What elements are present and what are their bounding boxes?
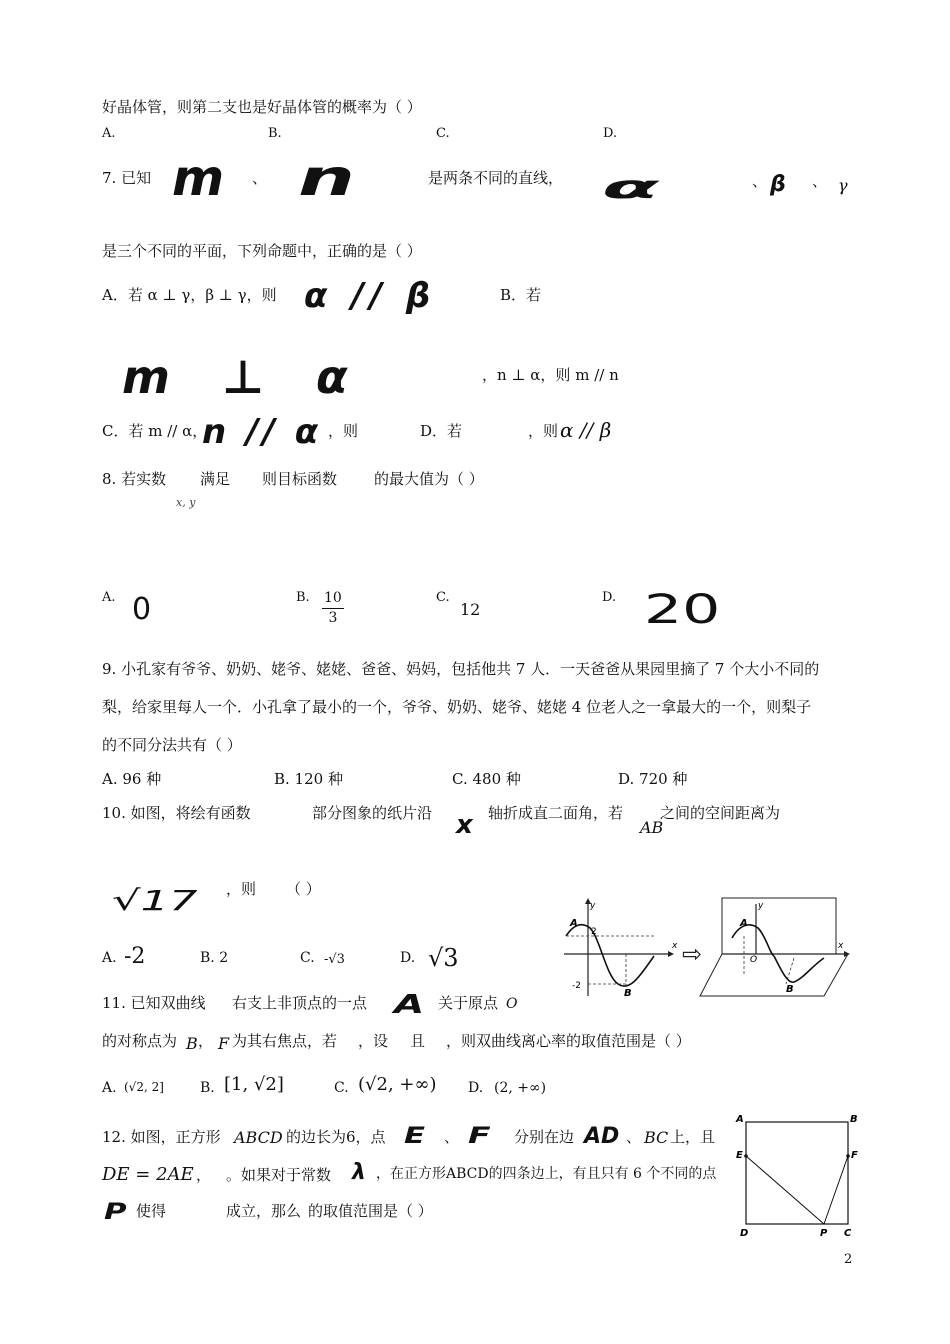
- q10-fold-curve-upper: [732, 925, 774, 956]
- q11-line2-f: ，则双曲线离心率的取值范围是（ ）: [446, 1032, 691, 1050]
- q10-fold-dash-b: [786, 958, 794, 984]
- q10-figure-flat-graph: [564, 898, 678, 999]
- q10-stem-d: 之间的空间距离为: [660, 804, 781, 822]
- q10-stem-a: 10. 如图，将绘有函数: [102, 804, 251, 822]
- q10-option-b: B. 2: [200, 950, 229, 966]
- q9-option-c: C. 480 种: [452, 770, 521, 788]
- q11-option-d: D.: [468, 1080, 484, 1096]
- q7-gamma: γ: [838, 176, 848, 195]
- q11-origin-o: O: [506, 996, 518, 1012]
- q8-option-c: C.: [436, 590, 450, 605]
- q11-option-d-value: (2, +∞): [494, 1080, 547, 1096]
- q10-option-c: C.: [300, 950, 315, 966]
- q11-option-a-value: (√2, 2]: [124, 1080, 164, 1094]
- q12-segment-pe: [746, 1156, 824, 1224]
- q8-option-a: A.: [102, 590, 116, 605]
- q8-stem-a: 8. 若实数: [102, 470, 167, 488]
- q9-line2: 梨，给家里每人一个．小孔拿了最小的一个，爷爷、奶奶、姥爷、姥姥 4 位老人之一拿最大的一个，则梨子: [102, 698, 812, 716]
- q11-stem-c: 关于原点: [438, 994, 499, 1012]
- q10-stem-b: 部分图象的纸片沿: [312, 804, 433, 822]
- q11-line2-b: ，: [198, 1032, 214, 1050]
- q8-option-b-numerator: 10: [322, 591, 344, 609]
- q12-fig-label-b: B: [850, 1114, 858, 1125]
- q12-lambda: λ: [352, 1160, 366, 1185]
- page-number: 2: [844, 1252, 853, 1267]
- q12-fig-label-p: P: [820, 1228, 828, 1239]
- q9-option-b: B. 120 种: [274, 770, 343, 788]
- q9-line3: 的不同分法共有（ ）: [102, 736, 242, 754]
- q7-var-n: n: [298, 149, 355, 207]
- q11-line2-e: 且: [410, 1032, 426, 1050]
- q8-option-b-fraction: [322, 588, 344, 625]
- q10-fold-curve-lower: [774, 956, 824, 982]
- q12-line2-d: ，在正方形ABCD的四条边上，有且只有 6 个不同的点: [376, 1166, 717, 1182]
- q12-segment-pf: [824, 1156, 848, 1224]
- q12-point-p: P: [104, 1200, 127, 1225]
- q12-line2-c: 。如果对于常数: [226, 1166, 332, 1184]
- q7-number: 7. 已知: [102, 169, 152, 187]
- q9-line1: 9. 小孔家有爷爷、奶奶、姥爷、姥姥、爸爸、妈妈，包括他共 7 人．一天爸爸从果园里摘了 7 个大小不同的: [102, 660, 820, 678]
- q11-line2-c: 为其右焦点，若: [232, 1032, 338, 1050]
- q8-var-xy: x, y: [176, 496, 196, 509]
- q12-dot-f: [846, 1154, 850, 1158]
- q8-option-b: B.: [296, 590, 310, 605]
- q7-option-a-math: α // β: [304, 276, 437, 316]
- q6-stem-end: 好晶体管，则第二支也是好晶体管的概率为（ ）: [102, 98, 422, 116]
- q7-text1: 是两条不同的直线，: [428, 169, 564, 187]
- q7-sep3: 、: [812, 172, 828, 190]
- q10-option-d: D.: [400, 950, 416, 966]
- q11-option-b-value: [1, √2]: [224, 1074, 284, 1095]
- q7-option-b: B．若: [500, 286, 542, 304]
- q7-option-d-rest: ，则: [528, 422, 559, 440]
- q10-curve: [566, 925, 654, 986]
- q12-line1-c: 分别在边: [514, 1128, 575, 1146]
- q12-fig-label-d: D: [740, 1228, 749, 1239]
- q12-line2-a: DE = 2AE: [102, 1164, 194, 1185]
- q8-option-c-value: 12: [460, 600, 481, 619]
- q11-option-c: C.: [334, 1080, 349, 1096]
- q12-point-e: E: [404, 1124, 426, 1149]
- q12-fig-label-f: F: [851, 1150, 858, 1161]
- q8-stem-b: 满足: [200, 470, 231, 488]
- q10-fold-arrow: ⇨: [682, 940, 703, 968]
- q7-option-c-math: n // α: [202, 412, 323, 452]
- q7-sep1: 、: [252, 169, 268, 187]
- q11-line2-d: ，设: [358, 1032, 389, 1050]
- q12-line1-d: 上，且: [670, 1128, 716, 1146]
- q12-abcd: ABCD: [234, 1128, 283, 1147]
- q12-line3-b: 成立，那么: [226, 1202, 302, 1220]
- q10-paren: （ ）: [286, 880, 321, 898]
- q10-option-d-value: √3: [428, 944, 459, 972]
- q6-option-c: C.: [436, 126, 450, 141]
- q10-fig-label-b: B: [624, 988, 632, 999]
- q10-fold-label-x: x: [838, 941, 844, 951]
- q12-line1-a: 12. 如图，正方形: [102, 1128, 221, 1146]
- q8-option-a-value: 0: [132, 592, 152, 627]
- q12-fig-label-c: C: [844, 1228, 852, 1239]
- q7-line2: 是三个不同的平面，下列命题中，正确的是（ ）: [102, 242, 422, 260]
- q7-option-b-rest: ，n ⊥ α，则 m // n: [482, 366, 619, 384]
- q11-line2-a: 的对称点为: [102, 1032, 178, 1050]
- q10-x-axis-arrow: [668, 951, 674, 957]
- q7-var-m: m: [172, 149, 225, 207]
- q10-sqrt17: √17: [112, 884, 198, 917]
- q11-option-a: A.: [102, 1080, 117, 1096]
- q7-option-a: A．若 α ⊥ γ，β ⊥ γ，则: [102, 286, 277, 304]
- q11-stem-a: 11. 已知双曲线: [102, 994, 206, 1012]
- q12-square: [746, 1122, 848, 1224]
- q8-option-b-denominator: 3: [328, 609, 338, 626]
- q10-fold-label-b: B: [786, 984, 794, 995]
- q10-figure-folded: [700, 898, 850, 996]
- q7-option-c: C．若 m // α，: [102, 422, 208, 440]
- q8-option-d-value: 20: [644, 587, 721, 633]
- q10-option-a-value: -2: [124, 944, 146, 969]
- q10-fig-label-2: 2: [591, 927, 597, 937]
- q9-option-d: D. 720 种: [618, 770, 688, 788]
- q11-option-b: B.: [200, 1080, 215, 1096]
- q10-fold-label-o: O: [750, 955, 758, 965]
- q10-then: ，则: [226, 880, 257, 898]
- q7-alpha: α: [602, 168, 660, 206]
- q7-option-c-rest: ，则: [328, 422, 359, 440]
- q12-point-f: F: [468, 1124, 491, 1149]
- q10-fig-label-neg2: -2: [572, 981, 581, 991]
- q10-fig-label-x: x: [672, 941, 678, 951]
- q12-line2-b: ，: [196, 1166, 212, 1184]
- q12-fig-label-a: A: [736, 1114, 744, 1125]
- q12-line1-b: 的边长为6，点: [286, 1128, 386, 1146]
- q7-sep2: 、: [752, 172, 768, 190]
- q10-option-a: A.: [102, 950, 117, 966]
- q10-axis-x: x: [456, 810, 473, 840]
- q10-horizontal-plane: [700, 954, 848, 996]
- q6-option-b: B.: [268, 126, 282, 141]
- q7-option-b-math: m ⊥ α: [122, 350, 366, 404]
- q6-option-a: A.: [102, 126, 116, 141]
- q11-stem-b: 右支上非顶点的一点: [232, 994, 368, 1012]
- q7-option-d-math: α // β: [560, 418, 612, 442]
- q12-line3-a: 使得: [136, 1202, 167, 1220]
- q10-fig-label-a: A: [570, 918, 578, 929]
- q12-sep1: 、: [444, 1128, 460, 1146]
- q11-point-b: B: [186, 1034, 198, 1053]
- q8-option-d: D.: [602, 590, 617, 605]
- q7-option-d: D．若: [420, 422, 463, 440]
- q12-bc: BC: [644, 1128, 669, 1147]
- q12-sep2: 、: [626, 1128, 642, 1146]
- q10-figure: [560, 896, 852, 1002]
- q12-dot-e: [744, 1154, 748, 1158]
- q10-stem-c: 轴折成直二面角，若: [488, 804, 624, 822]
- q12-line3-c: 的取值范围是（ ）: [308, 1202, 433, 1220]
- q11-option-c-value: (√2, +∞): [358, 1074, 437, 1095]
- q10-ab: AB: [640, 818, 664, 837]
- q10-fold-label-a: A: [740, 918, 748, 929]
- q10-fig-label-y: y: [590, 901, 596, 911]
- q12-figure: [734, 1112, 862, 1240]
- q10-fold-label-y: y: [758, 901, 764, 911]
- q11-point-a: A: [394, 990, 425, 1020]
- q9-option-a: A. 96 种: [102, 770, 162, 788]
- q12-fig-label-e: E: [736, 1150, 743, 1161]
- q11-focus-f: F: [218, 1034, 230, 1053]
- q6-option-d: D.: [603, 126, 618, 141]
- q12-ad: AD: [584, 1124, 620, 1149]
- q10-option-c-value: -√3: [324, 952, 345, 967]
- q7-beta: β: [770, 172, 786, 197]
- q8-stem-c: 则目标函数: [262, 470, 338, 488]
- q8-stem-d: 的最大值为（ ）: [374, 470, 484, 488]
